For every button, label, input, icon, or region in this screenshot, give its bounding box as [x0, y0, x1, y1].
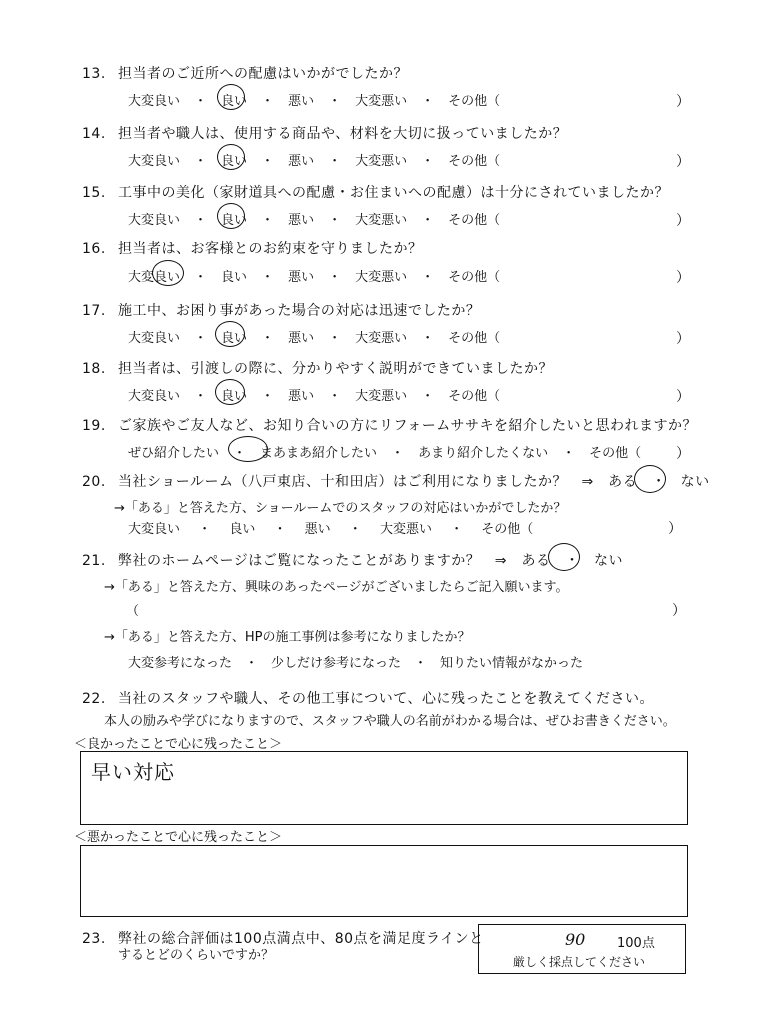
- q20-sub-options: [128, 518, 533, 537]
- question-text: 当社ショールーム（八戸東店、十和田店）はご利用になりましたか？ ⇒ ある ・ ない: [118, 474, 710, 490]
- answer-circle-mark: [548, 543, 580, 571]
- good-comment-text: 早い対応: [91, 760, 175, 784]
- question-number: 19.: [82, 418, 106, 434]
- close-paren: ）: [668, 521, 682, 537]
- separator: ・: [261, 270, 275, 285]
- question-text: 弊社の総合評価は100点満点中、80点を満足度ラインと: [118, 931, 484, 947]
- good-label: ＜良かったことで心に残ったこと＞: [74, 737, 283, 752]
- option-4[interactable]: 悪い: [288, 213, 315, 228]
- answer-circle-mark: [215, 379, 248, 405]
- q21-sub-question-1: →「ある」と答えた方、興味のあったページがございましたらご記入願います。: [104, 580, 569, 595]
- question-16: [82, 238, 423, 258]
- separator: ・: [194, 213, 208, 228]
- question-text: 担当者や職人は、使用する商品や、材料を大切に扱っていましたか？: [118, 126, 568, 142]
- bad-comment-box[interactable]: [80, 845, 688, 917]
- separator: ・: [261, 154, 275, 169]
- question-number: 13.: [82, 66, 106, 82]
- separator: ・: [328, 94, 342, 109]
- separator: ・: [328, 331, 342, 346]
- question-text: 弊社のホームページはご覧になったことがありますか？ ⇒ ある ・ ない: [118, 553, 623, 569]
- option-2[interactable]: 良い: [221, 94, 248, 109]
- option-8[interactable]: その他（: [448, 154, 501, 169]
- separator: ・: [328, 154, 342, 169]
- question-14: [82, 123, 567, 143]
- separator: ・: [194, 94, 208, 109]
- answer-circle-mark: [634, 465, 666, 493]
- separator: ・: [562, 446, 576, 461]
- question-text: 担当者は、お客様とのお約束を守りましたか？: [118, 241, 423, 257]
- separator: ・: [261, 331, 275, 346]
- option-6[interactable]: 大変悪い: [355, 331, 408, 346]
- option-other[interactable]: その他（: [481, 522, 534, 537]
- separator: ・: [450, 522, 464, 537]
- separator: ・: [421, 270, 435, 285]
- option-bad[interactable]: 悪い: [304, 522, 331, 537]
- option-8[interactable]: その他（: [448, 331, 501, 346]
- separator: ・: [421, 213, 435, 228]
- option-6[interactable]: 大変悪い: [355, 213, 408, 228]
- option-0[interactable]: 大変良い: [128, 94, 181, 109]
- bad-label: ＜悪かったことで心に残ったこと＞: [74, 830, 283, 845]
- close-paren: ）: [676, 389, 690, 405]
- separator: ・: [198, 522, 212, 537]
- question-text: 当社のスタッフや職人、その他工事について、心に残ったことを教えてください。: [118, 691, 654, 707]
- separator: ・: [194, 331, 208, 346]
- question-text: 工事中の美化（家財道具への配慮・お住まいへの配慮）は十分にされていましたか？: [118, 185, 669, 201]
- question-21: [82, 550, 623, 570]
- answer-circle-mark: [215, 321, 248, 347]
- separator: ・: [194, 270, 208, 285]
- question-number: 17.: [82, 303, 106, 319]
- separator: ・: [194, 389, 208, 404]
- question-text: 施工中、お困り事があった場合の対応は迅速でしたか？: [118, 303, 481, 319]
- close-paren: ）: [676, 446, 690, 462]
- good-comment-box[interactable]: [80, 751, 688, 825]
- separator: ・: [261, 94, 275, 109]
- question-16-options: [128, 266, 500, 285]
- option-0[interactable]: 大変良い: [128, 331, 181, 346]
- option-2[interactable]: まあまあ紹介したい: [260, 446, 378, 461]
- option-2[interactable]: 良い: [221, 331, 248, 346]
- question-number: 14.: [82, 126, 106, 142]
- question-number: 21.: [82, 553, 106, 569]
- question-18-options: [128, 385, 500, 404]
- answer-circle-mark: [217, 203, 248, 229]
- option-6[interactable]: 大変悪い: [355, 154, 408, 169]
- option-4[interactable]: 悪い: [288, 154, 315, 169]
- question-17: [82, 300, 480, 320]
- option-8[interactable]: その他（: [448, 213, 501, 228]
- close-paren: ）: [676, 270, 690, 286]
- q20-sub-question: →「ある」と答えた方、ショールームでのスタッフの対応はいかがでしたか？: [114, 501, 567, 516]
- question-15-options: [128, 209, 500, 228]
- separator: ・: [421, 94, 435, 109]
- option-8[interactable]: その他（: [448, 389, 501, 404]
- separator: ・: [273, 522, 287, 537]
- option-8[interactable]: その他（: [448, 94, 501, 109]
- separator: ・: [391, 446, 405, 461]
- question-text: 担当者は、引渡しの際に、分かりやすく説明ができていましたか？: [118, 361, 553, 377]
- question-number: 23.: [82, 931, 106, 947]
- question-number: 18.: [82, 361, 106, 377]
- question-14-options: [128, 150, 500, 169]
- question-19-options: [128, 442, 641, 461]
- option-0[interactable]: 大変良い: [128, 389, 181, 404]
- option-6[interactable]: 大変悪い: [355, 270, 408, 285]
- open-paren: （: [126, 604, 140, 619]
- answer-circle-mark: [228, 436, 268, 462]
- option-6[interactable]: 大変悪い: [355, 389, 408, 404]
- question-13: [82, 63, 408, 83]
- close-paren: ）: [672, 603, 686, 619]
- separator: ・: [421, 154, 435, 169]
- option-6[interactable]: 大変悪い: [355, 94, 408, 109]
- answer-circle-mark: [217, 84, 248, 110]
- close-paren: ）: [676, 213, 690, 229]
- question-13-options: [128, 90, 500, 109]
- question-number: 15.: [82, 185, 106, 201]
- option-excellent[interactable]: 大変良い: [128, 522, 181, 537]
- score-handwritten: 90: [565, 930, 586, 949]
- option-0[interactable]: ぜひ紹介したい: [128, 446, 220, 461]
- question-17-options: [128, 327, 500, 346]
- q21-sub-options[interactable]: 大変参考になった ・ 少しだけ参考になった ・ 知りたい情報がなかった: [128, 656, 584, 671]
- question-23-line2: するとどのくらいですか？: [118, 948, 275, 963]
- option-4[interactable]: あまり紹介したくない: [418, 446, 549, 461]
- question-number: 22.: [82, 691, 106, 707]
- question-22: [82, 688, 654, 708]
- separator: ・: [261, 213, 275, 228]
- separator: ・: [328, 389, 342, 404]
- separator: ・: [348, 522, 362, 537]
- question-22-line2: 本人の励みや学びになりますので、スタッフや職人の名前がわかる場合は、ぜひお書きください。: [104, 714, 676, 729]
- separator: ・: [233, 446, 247, 461]
- question-15: [82, 182, 669, 202]
- option-2[interactable]: 良い: [221, 213, 248, 228]
- question-20: [82, 471, 710, 491]
- answer-circle-mark: [152, 260, 184, 286]
- close-paren: ）: [676, 331, 690, 347]
- close-paren: ）: [676, 154, 690, 170]
- score-unit: 100点: [617, 936, 655, 951]
- option-0[interactable]: 大変良い: [128, 213, 181, 228]
- option-very-bad[interactable]: 大変悪い: [379, 522, 432, 537]
- option-2[interactable]: 良い: [221, 389, 248, 404]
- separator: ・: [194, 154, 208, 169]
- question-19: [82, 415, 697, 435]
- question-18: [82, 358, 553, 378]
- option-6[interactable]: その他（: [589, 446, 642, 461]
- answer-circle-mark: [217, 144, 248, 170]
- score-box[interactable]: [478, 924, 686, 974]
- option-good[interactable]: 良い: [229, 522, 256, 537]
- separator: ・: [328, 270, 342, 285]
- option-0[interactable]: 大変良い: [128, 154, 181, 169]
- option-4[interactable]: 悪い: [288, 270, 315, 285]
- option-2[interactable]: 良い: [221, 270, 248, 285]
- score-note: 厳しく採点してください: [513, 955, 646, 969]
- separator: ・: [261, 389, 275, 404]
- close-paren: ）: [676, 94, 690, 110]
- option-4[interactable]: 悪い: [288, 389, 315, 404]
- separator: ・: [421, 331, 435, 346]
- question-text: ご家族やご友人など、お知り合いの方にリフォームササキを紹介したいと思われますか？: [118, 418, 698, 434]
- option-4[interactable]: 悪い: [288, 94, 315, 109]
- question-number: 16.: [82, 241, 106, 257]
- separator: ・: [421, 389, 435, 404]
- option-4[interactable]: 悪い: [288, 331, 315, 346]
- q21-sub-question-2: →「ある」と答えた方、HPの施工事例は参考になりましたか？: [104, 630, 471, 645]
- option-0[interactable]: 大変良い: [128, 270, 181, 285]
- option-8[interactable]: その他（: [448, 270, 501, 285]
- question-text: 担当者のご近所への配慮はいかがでしたか？: [118, 66, 408, 82]
- separator: ・: [328, 213, 342, 228]
- question-number: 20.: [82, 474, 106, 490]
- option-2[interactable]: 良い: [221, 154, 248, 169]
